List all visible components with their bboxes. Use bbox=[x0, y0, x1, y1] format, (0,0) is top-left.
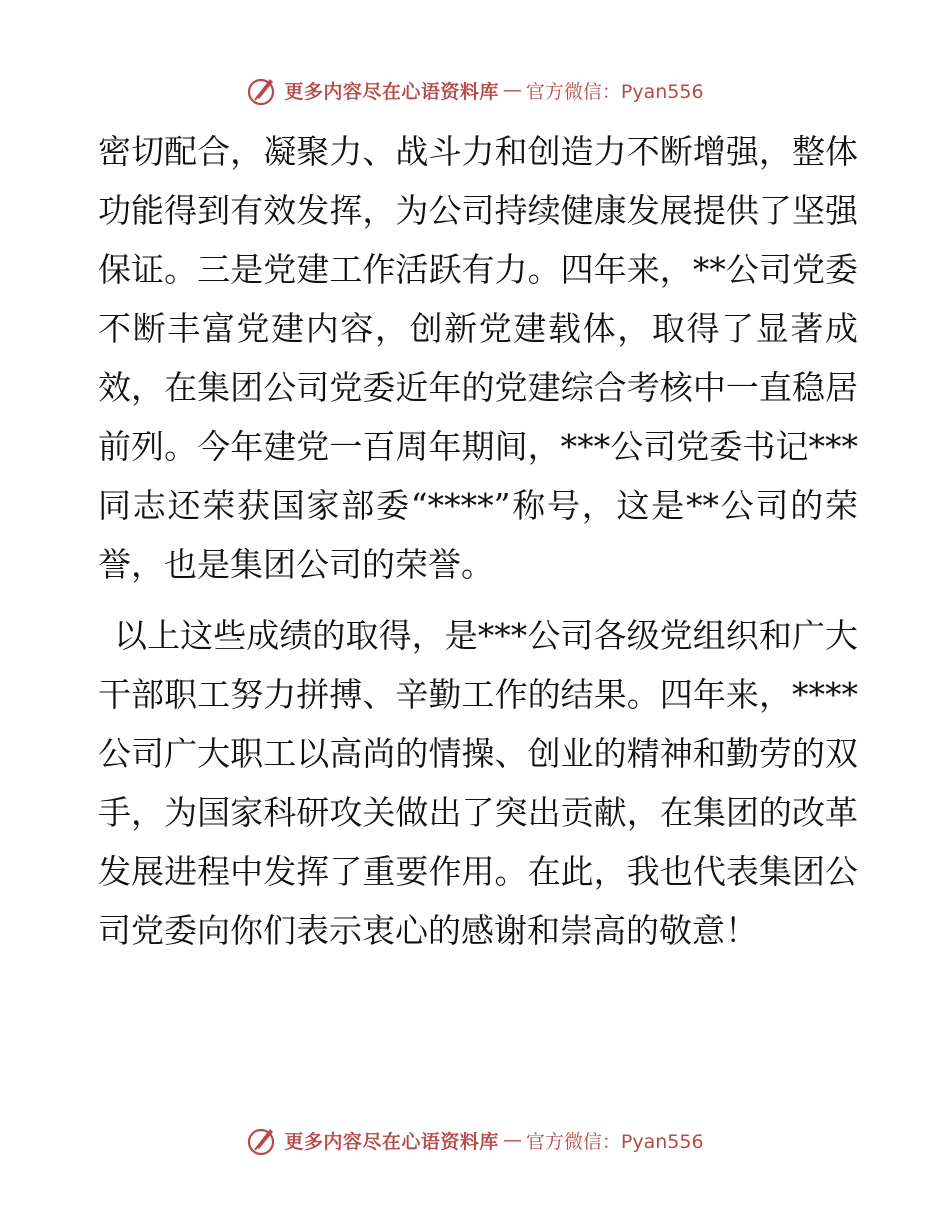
paragraph-2: 以上这些成绩的取得，是***公司各级党组织和广大干部职工努力拼搏、辛勤工作的结果。四年来，****公司广大职工以高尚的情操、创业的精神和勤劳的双手，为国家科研攻关做出了突出贡献，在集团的改革发展进程中发挥了重要作用。在此，我也代表集团公司党委向你们表示衷心的感谢和崇高的敬意！ bbox=[98, 616, 858, 950]
document-body bbox=[98, 122, 858, 960]
watermark-contact: 官方微信：Pyan556 bbox=[525, 1130, 704, 1153]
header-watermark bbox=[0, 70, 950, 110]
watermark-text: 更多内容尽在心语资料库 bbox=[284, 1130, 499, 1153]
watermark-dash: — bbox=[502, 1129, 522, 1151]
watermark-text: 更多内容尽在心语资料库 bbox=[284, 80, 499, 103]
quill-logo-icon bbox=[246, 73, 280, 107]
quill-logo-icon bbox=[246, 1123, 280, 1157]
watermark-contact: 官方微信：Pyan556 bbox=[525, 80, 704, 103]
paragraph-1: 密切配合，凝聚力、战斗力和创造力不断增强，整体功能得到有效发挥，为公司持续健康发展提供了坚强保证。三是党建工作活跃有力。四年来，**公司党委不断丰富党建内容，创新党建载体，取得了显著成效，在集团公司党委近年的党建综合考核中一直稳居前列。今年建党一百周年期间，***公司党委书记***同志还荣获国家部委“****”称号，这是**公司的荣誉，也是集团公司的荣誉。 bbox=[98, 132, 858, 584]
footer-watermark bbox=[0, 1120, 950, 1160]
watermark-dash: — bbox=[502, 79, 522, 101]
